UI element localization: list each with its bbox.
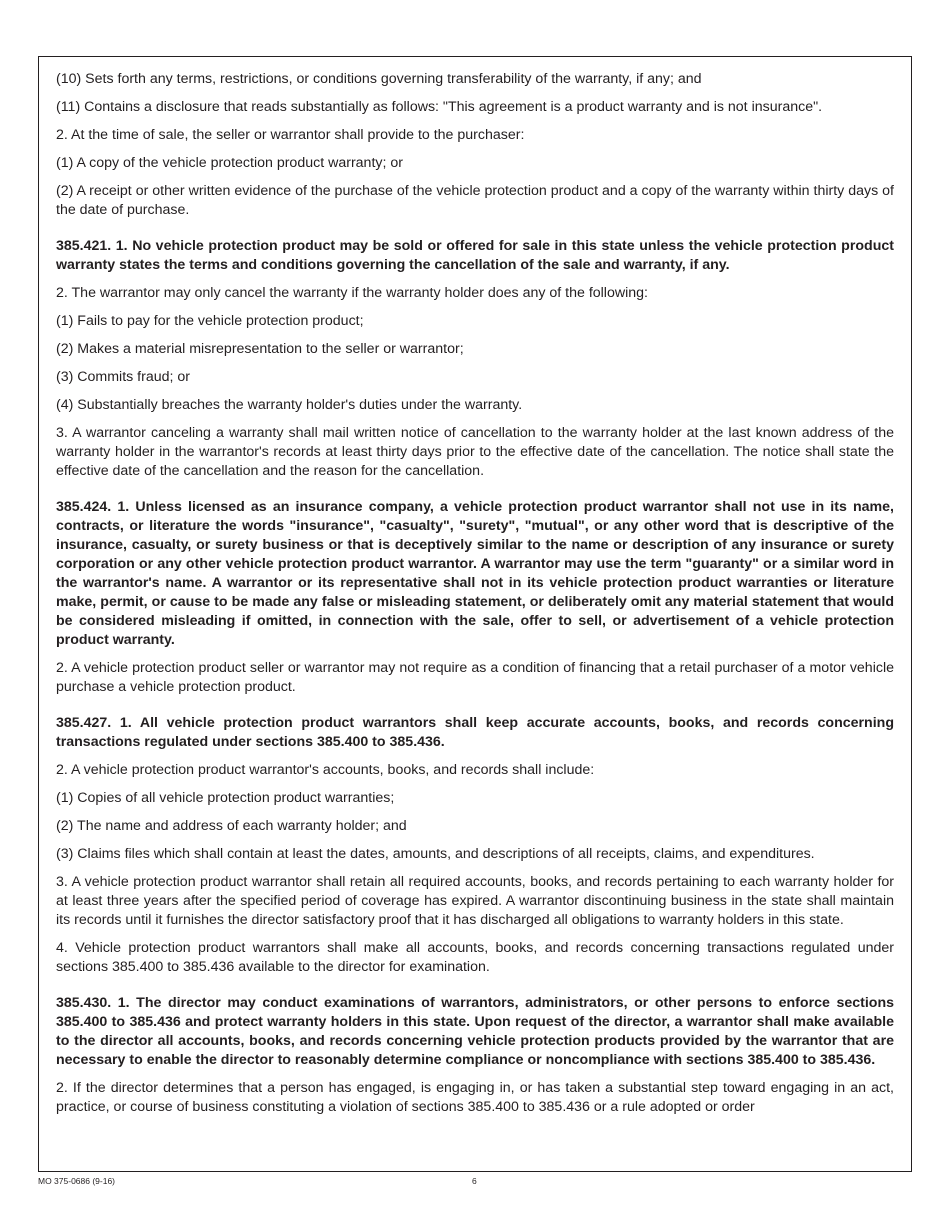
body-paragraph: 2. The warrantor may only cancel the warranty if the warranty holder does any of the following: [56,285,648,301]
body-paragraph: 2. A vehicle protection product seller or warrantor may not require as a condition of financing that a retail purchaser of a motor vehicle purchase a vehicle protection product. [56,660,894,695]
body-paragraph: (1) Fails to pay for the vehicle protection product; [56,313,364,329]
body-paragraph: (11) Contains a disclosure that reads substantially as follows: "This agreement is a product warranty and is not insurance". [56,99,823,115]
body-paragraph: (4) Substantially breaches the warranty holder's duties under the warranty. [56,397,523,413]
body-paragraph: 3. A vehicle protection product warrantor shall retain all required accounts, books, and records pertaining to each warranty holder for at least three years after the specified period of coverage has expired. A warrantor discontinuing business in the state shall maintain its records until it furnishes the director satisfactory proof that it has discharged all obligations to warranty holders in this state. [56,874,894,928]
form-number: MO 375-0686 (9-16) [38,1176,116,1186]
body-paragraph: (3) Claims files which shall contain at least the dates, amounts, and descriptions of all receipts, claims, and expenditures. [56,846,815,862]
page-number: 6 [472,1176,477,1186]
document-frame [38,56,912,1172]
section-heading-paragraph: 385.430. 1. The director may conduct examinations of warrantors, administrators, or other persons to enforce sections 385.400 to 385.436 and protect warranty holders in this state. Upon request of the director, a warrantor shall make available to the director all accounts, books, and records concerning vehicle protection products provided by the warrantor that are necessary to enable the director to reasonably determine compliance or noncompliance with sections 385.400 to 385.436. [56,995,894,1068]
body-paragraph: (1) A copy of the vehicle protection product warranty; or [56,155,403,171]
body-paragraph: 2. A vehicle protection product warrantor's accounts, books, and records shall include: [56,762,595,778]
body-paragraph: 4. Vehicle protection product warrantors shall make all accounts, books, and records concerning transactions regulated under sections 385.400 to 385.436 available to the director for examination. [56,940,894,975]
body-paragraph: (2) Makes a material misrepresentation to the seller or warrantor; [56,341,464,357]
section-heading-paragraph: 385.424. 1. Unless licensed as an insurance company, a vehicle protection product warrantor shall not use in its name, contracts, or literature the words "insurance", "casualty", "surety", "mutual", or any other word that is descriptive of the insurance, casualty, or surety business or that is deceptively similar to the name or description of any insurance or surety corporation or any other vehicle protection product warrantor. A warrantor may use the term "guaranty" or a similar word in the warrantor's name. A warrantor or its representative shall not in its vehicle protection product warranties or literature make, permit, or cause to be made any false or misleading statement, or deliberately omit any material statement that would be considered misleading if omitted, in connection with the sale, offer to sell, or advertisement of a vehicle protection product warranty. [56,499,894,648]
body-paragraph: (1) Copies of all vehicle protection product warranties; [56,790,395,806]
body-paragraph: 3. A warrantor canceling a warranty shall mail written notice of cancellation to the warranty holder at the last known address of the warranty holder in the warrantor's records at least thirty days prior to the effective date of the cancellation. The notice shall state the effective date of the cancellation and the reason for the cancellation. [56,425,894,479]
body-paragraph: (10) Sets forth any terms, restrictions, or conditions governing transferability of the warranty, if any; and [56,71,702,87]
section-heading-paragraph: 385.427. 1. All vehicle protection product warrantors shall keep accurate accounts, books, and records concerning transactions regulated under sections 385.400 to 385.436. [56,715,894,750]
section-heading-paragraph: 385.421. 1. No vehicle protection product may be sold or offered for sale in this state unless the vehicle protection product warranty states the terms and conditions governing the cancellation of the sale and warranty, if any. [56,238,894,273]
body-paragraph: (3) Commits fraud; or [56,369,191,385]
document-body [56,70,894,1117]
body-paragraph: (2) A receipt or other written evidence of the purchase of the vehicle protection product and a copy of the warranty within thirty days of the date of purchase. [56,183,894,218]
body-paragraph: (2) The name and address of each warranty holder; and [56,818,407,834]
body-paragraph: 2. At the time of sale, the seller or warrantor shall provide to the purchaser: [56,127,525,143]
body-paragraph: 2. If the director determines that a person has engaged, is engaging in, or has taken a substantial step toward engaging in an act, practice, or course of business constituting a violation of sections 385.400 to 385.436 or a rule adopted or order [56,1080,894,1115]
